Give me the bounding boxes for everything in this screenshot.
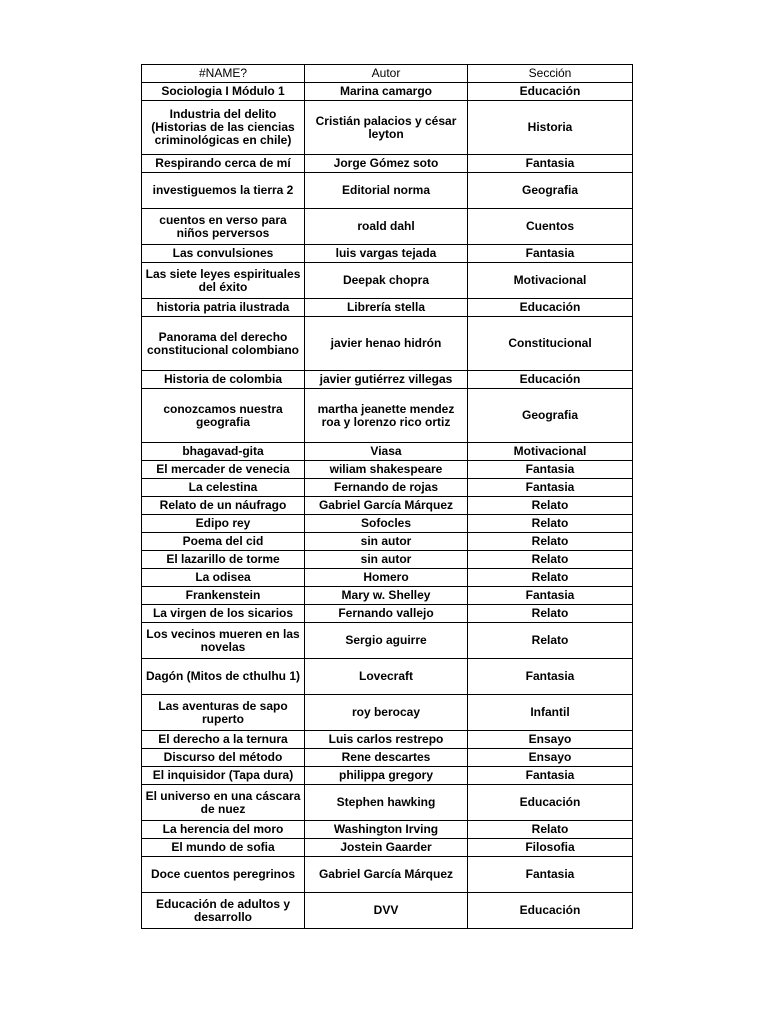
table-row xyxy=(142,695,633,731)
author-cell: wiliam shakespeare xyxy=(305,461,468,479)
table-body xyxy=(142,83,633,929)
table-row xyxy=(142,731,633,749)
title-cell: La virgen de los sicarios xyxy=(142,605,305,623)
author-cell: Viasa xyxy=(305,443,468,461)
title-cell: Doce cuentos peregrinos xyxy=(142,857,305,893)
title-cell: Poema del cid xyxy=(142,533,305,551)
table-row xyxy=(142,551,633,569)
author-cell: Fernando de rojas xyxy=(305,479,468,497)
section-cell: Fantasia xyxy=(468,857,633,893)
table-row xyxy=(142,857,633,893)
title-cell: Las convulsiones xyxy=(142,245,305,263)
title-cell: Los vecinos mueren en las novelas xyxy=(142,623,305,659)
author-cell: sin autor xyxy=(305,533,468,551)
section-cell: Relato xyxy=(468,821,633,839)
header-row xyxy=(142,65,633,83)
table-row xyxy=(142,245,633,263)
section-cell: Fantasia xyxy=(468,767,633,785)
table-row xyxy=(142,83,633,101)
author-cell: Gabriel García Márquez xyxy=(305,497,468,515)
table-row xyxy=(142,569,633,587)
section-cell: Geografia xyxy=(468,173,633,209)
author-cell: Luis carlos restrepo xyxy=(305,731,468,749)
section-cell: Educación xyxy=(468,83,633,101)
section-cell: Relato xyxy=(468,515,633,533)
table-row xyxy=(142,821,633,839)
section-cell: Geografia xyxy=(468,389,633,443)
title-cell: Dagón (Mitos de cthulhu 1) xyxy=(142,659,305,695)
author-cell: Editorial norma xyxy=(305,173,468,209)
author-cell: roy berocay xyxy=(305,695,468,731)
header-author: Autor xyxy=(305,65,468,83)
title-cell: investiguemos la tierra 2 xyxy=(142,173,305,209)
table-row xyxy=(142,533,633,551)
author-cell: martha jeanette mendez roa y lorenzo rico ortiz xyxy=(305,389,468,443)
section-cell: Historia xyxy=(468,101,633,155)
author-cell: Sofocles xyxy=(305,515,468,533)
author-cell: Fernando vallejo xyxy=(305,605,468,623)
section-cell: Constitucional xyxy=(468,317,633,371)
author-cell: Gabriel García Márquez xyxy=(305,857,468,893)
title-cell: El mercader de venecia xyxy=(142,461,305,479)
title-cell: Frankenstein xyxy=(142,587,305,605)
book-table xyxy=(141,64,633,929)
table-row xyxy=(142,371,633,389)
header-name: #NAME? xyxy=(142,65,305,83)
section-cell: Motivacional xyxy=(468,443,633,461)
table-row xyxy=(142,173,633,209)
title-cell: cuentos en verso para niños perversos xyxy=(142,209,305,245)
section-cell: Educación xyxy=(468,785,633,821)
table-row xyxy=(142,767,633,785)
title-cell: Edipo rey xyxy=(142,515,305,533)
author-cell: Deepak chopra xyxy=(305,263,468,299)
author-cell: Washington Irving xyxy=(305,821,468,839)
author-cell: Cristián palacios y césar leyton xyxy=(305,101,468,155)
section-cell: Educación xyxy=(468,371,633,389)
author-cell: Mary w. Shelley xyxy=(305,587,468,605)
section-cell: Relato xyxy=(468,497,633,515)
table-row xyxy=(142,101,633,155)
title-cell: Industria del delito (Historias de las ciencias criminológicas en chile) xyxy=(142,101,305,155)
section-cell: Relato xyxy=(468,551,633,569)
section-cell: Relato xyxy=(468,533,633,551)
section-cell: Fantasia xyxy=(468,245,633,263)
title-cell: La herencia del moro xyxy=(142,821,305,839)
title-cell: Respirando cerca de mí xyxy=(142,155,305,173)
title-cell: El inquisidor (Tapa dura) xyxy=(142,767,305,785)
title-cell: Historia de colombia xyxy=(142,371,305,389)
author-cell: sin autor xyxy=(305,551,468,569)
author-cell: Marina camargo xyxy=(305,83,468,101)
section-cell: Educación xyxy=(468,299,633,317)
table-row xyxy=(142,209,633,245)
author-cell: luis vargas tejada xyxy=(305,245,468,263)
author-cell: Homero xyxy=(305,569,468,587)
title-cell: Educación de adultos y desarrollo xyxy=(142,893,305,929)
table-row xyxy=(142,515,633,533)
table-row xyxy=(142,317,633,371)
section-cell: Fantasia xyxy=(468,155,633,173)
title-cell: Las siete leyes espirituales del éxito xyxy=(142,263,305,299)
section-cell: Ensayo xyxy=(468,749,633,767)
title-cell: Relato de un náufrago xyxy=(142,497,305,515)
title-cell: El mundo de sofia xyxy=(142,839,305,857)
header-section: Sección xyxy=(468,65,633,83)
section-cell: Fantasia xyxy=(468,479,633,497)
table-row xyxy=(142,479,633,497)
title-cell: El universo en una cáscara de nuez xyxy=(142,785,305,821)
table-row xyxy=(142,587,633,605)
author-cell: javier henao hidrón xyxy=(305,317,468,371)
section-cell: Motivacional xyxy=(468,263,633,299)
title-cell: Discurso del método xyxy=(142,749,305,767)
table-row xyxy=(142,497,633,515)
author-cell: DVV xyxy=(305,893,468,929)
author-cell: philippa gregory xyxy=(305,767,468,785)
table-row xyxy=(142,839,633,857)
section-cell: Infantil xyxy=(468,695,633,731)
title-cell: El lazarillo de torme xyxy=(142,551,305,569)
title-cell: conozcamos nuestra geografia xyxy=(142,389,305,443)
author-cell: Rene descartes xyxy=(305,749,468,767)
title-cell: bhagavad-gita xyxy=(142,443,305,461)
title-cell: Panorama del derecho constitucional colombiano xyxy=(142,317,305,371)
author-cell: Sergio aguirre xyxy=(305,623,468,659)
author-cell: Jorge Gómez soto xyxy=(305,155,468,173)
table-row xyxy=(142,893,633,929)
section-cell: Relato xyxy=(468,569,633,587)
section-cell: Educación xyxy=(468,893,633,929)
table-row xyxy=(142,659,633,695)
table-row xyxy=(142,389,633,443)
title-cell: historia patria ilustrada xyxy=(142,299,305,317)
author-cell: Librería stella xyxy=(305,299,468,317)
table-row xyxy=(142,299,633,317)
title-cell: La celestina xyxy=(142,479,305,497)
title-cell: Las aventuras de sapo ruperto xyxy=(142,695,305,731)
title-cell: El derecho a la ternura xyxy=(142,731,305,749)
section-cell: Relato xyxy=(468,623,633,659)
author-cell: Jostein Gaarder xyxy=(305,839,468,857)
table-row xyxy=(142,785,633,821)
table-row xyxy=(142,155,633,173)
author-cell: Lovecraft xyxy=(305,659,468,695)
author-cell: Stephen hawking xyxy=(305,785,468,821)
table-row xyxy=(142,263,633,299)
section-cell: Filosofia xyxy=(468,839,633,857)
section-cell: Cuentos xyxy=(468,209,633,245)
table-row xyxy=(142,605,633,623)
table-row xyxy=(142,443,633,461)
author-cell: javier gutiérrez villegas xyxy=(305,371,468,389)
section-cell: Ensayo xyxy=(468,731,633,749)
section-cell: Fantasia xyxy=(468,587,633,605)
section-cell: Fantasia xyxy=(468,659,633,695)
table-row xyxy=(142,623,633,659)
author-cell: roald dahl xyxy=(305,209,468,245)
section-cell: Fantasia xyxy=(468,461,633,479)
title-cell: Sociologia I Módulo 1 xyxy=(142,83,305,101)
section-cell: Relato xyxy=(468,605,633,623)
table-row xyxy=(142,749,633,767)
table-row xyxy=(142,461,633,479)
title-cell: La odisea xyxy=(142,569,305,587)
